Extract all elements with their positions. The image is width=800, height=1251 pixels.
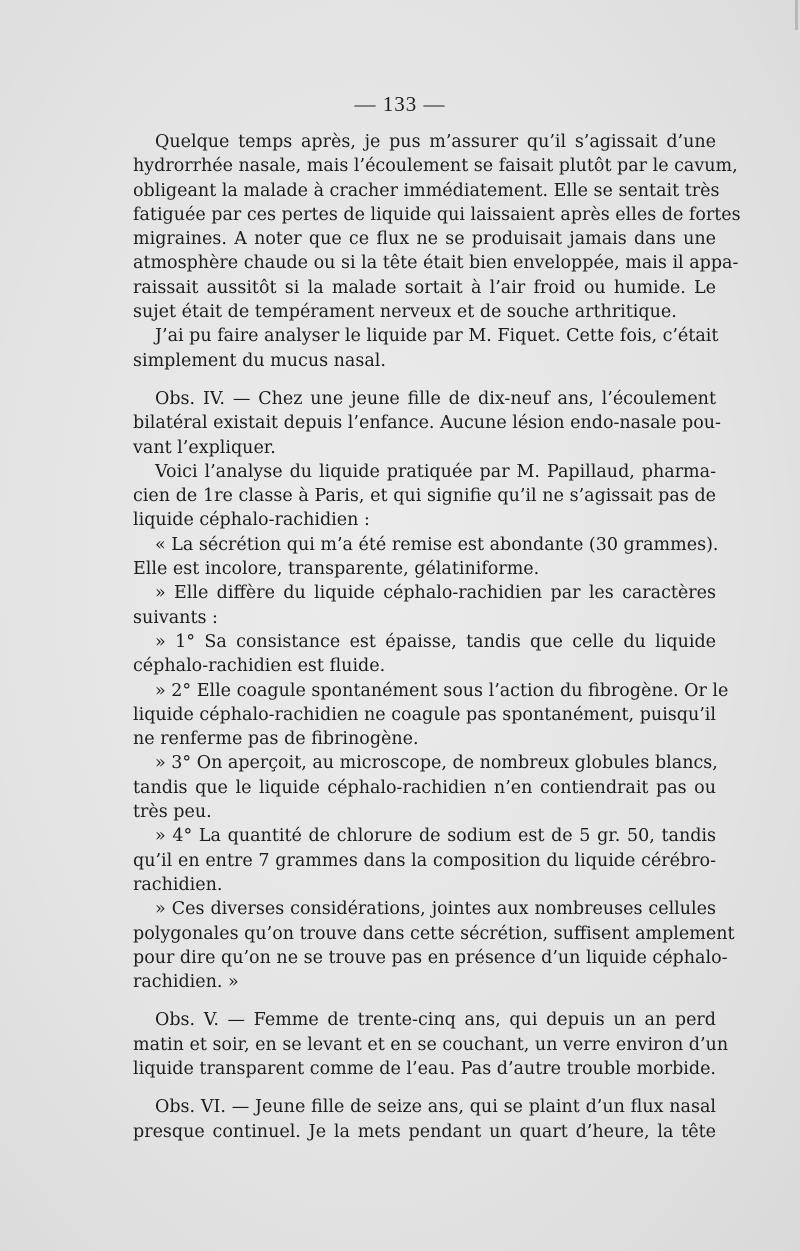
text-line-l20: suivants : [133, 607, 218, 628]
text-line-l32: » Ces diverses considérations, jointes aux nombreuses cellules [155, 899, 716, 920]
text-line-l37: matin et soir, en se levant et en se couchant, un verre environ d’un [133, 1034, 729, 1055]
text-line-l21: » 1° Sa consistance est épaisse, tandis que celle du liquide [155, 631, 716, 652]
text-line-l5: migraines. A noter que ce flux ne se produisait jamais dans une [133, 229, 716, 250]
text-line-l27: tandis que le liquide céphalo-rachidien n’en contiendrait pas ou [133, 777, 716, 798]
text-line-l38: liquide transparent comme de l’eau. Pas d’autre trouble morbide. [133, 1058, 716, 1079]
text-line-l24: liquide céphalo-rachidien ne coagule pas spontanément, puisqu’il [133, 704, 716, 725]
text-line-l23: » 2° Elle coagule spontanément sous l’action du fibrogène. Or le [155, 680, 729, 701]
text-line-l33: polygonales qu’on trouve dans cette sécrétion, suffisent amplement [133, 923, 735, 944]
page-edge-mark [795, 0, 798, 30]
text-line-l2: hydrorrhée nasale, mais l’écoulement se faisait plutôt par le cavum, [133, 156, 738, 177]
body-text [133, 130, 741, 1144]
text-line-l22: céphalo-rachidien est fluide. [133, 656, 386, 677]
text-line-l9: J’ai pu faire analyser le liquide par M. Fiquet. Cette fois, c’était [155, 326, 719, 347]
text-line-l19: » Elle diffère du liquide céphalo-rachidien par les caractères [155, 583, 716, 604]
text-line-l26: » 3° On aperçoit, au microscope, de nombreux globules blancs, [155, 753, 718, 774]
text-line-l13: vant l’expliquer. [133, 437, 276, 458]
text-line-l36: Obs. V. — Femme de trente-cinq ans, qui depuis un an perd [155, 1010, 716, 1031]
text-line-l16: liquide céphalo-rachidien : [133, 510, 370, 531]
text-line-l30: qu’il en entre 7 grammes dans la composition du liquide cérébro- [133, 850, 716, 871]
text-line-l11: Obs. IV. — Chez une jeune fille de dix-neuf ans, l’écoulement [155, 388, 716, 409]
text-line-l8: sujet était de tempérament nerveux et de souche arthritique. [133, 302, 677, 323]
text-line-l31: rachidien. [133, 874, 223, 895]
text-line-l28: très peu. [133, 802, 212, 823]
text-line-l10: simplement du mucus nasal. [133, 350, 386, 371]
text-line-l18: Elle est incolore, transparente, gélatiniforme. [133, 559, 540, 580]
text-line-l1: Quelque temps après, je pus m’assurer qu’il s’agissait d’une [155, 132, 716, 152]
text-line-l15: cien de 1re classe à Paris, et qui signifie qu’il ne s’agissait pas de [133, 486, 716, 507]
text-line-l29: » 4° La quantité de chlorure de sodium est de 5 gr. 50, tandis [155, 826, 716, 847]
text-line-l3: obligeant la malade à cracher immédiatement. Elle se sentait très [133, 180, 720, 201]
text-line-l39: Obs. VI. — Jeune fille de seize ans, qui se plaint d’un flux nasal [155, 1097, 716, 1118]
text-line-l17: « La sécrétion qui m’a été remise est abondante (30 grammes). [155, 534, 719, 555]
text-line-l7: raissait aussitôt si la malade sortait à l’air froid ou humide. Le [133, 277, 716, 298]
text-line-l6: atmosphère chaude ou si la tête était bien enveloppée, mais il appa- [133, 253, 739, 274]
text-line-l14: Voici l’analyse du liquide pratiquée par M. Papillaud, pharma- [155, 461, 716, 482]
text-line-l34: pour dire qu’on ne se trouve pas en présence d’un liquide céphalo- [133, 947, 728, 968]
text-line-l35: rachidien. » [133, 972, 239, 993]
text-line-l4: fatiguée par ces pertes de liquide qui laissaient après elles de fortes [133, 204, 741, 225]
text-line-l12: bilatéral existait depuis l’enfance. Aucune lésion endo-nasale pou- [133, 413, 721, 434]
page-number: — 133 — [354, 92, 446, 116]
text-line-l25: ne renferme pas de fibrinogène. [133, 729, 419, 750]
text-line-l40: presque continuel. Je la mets pendant un quart d’heure, la tête [133, 1121, 716, 1142]
